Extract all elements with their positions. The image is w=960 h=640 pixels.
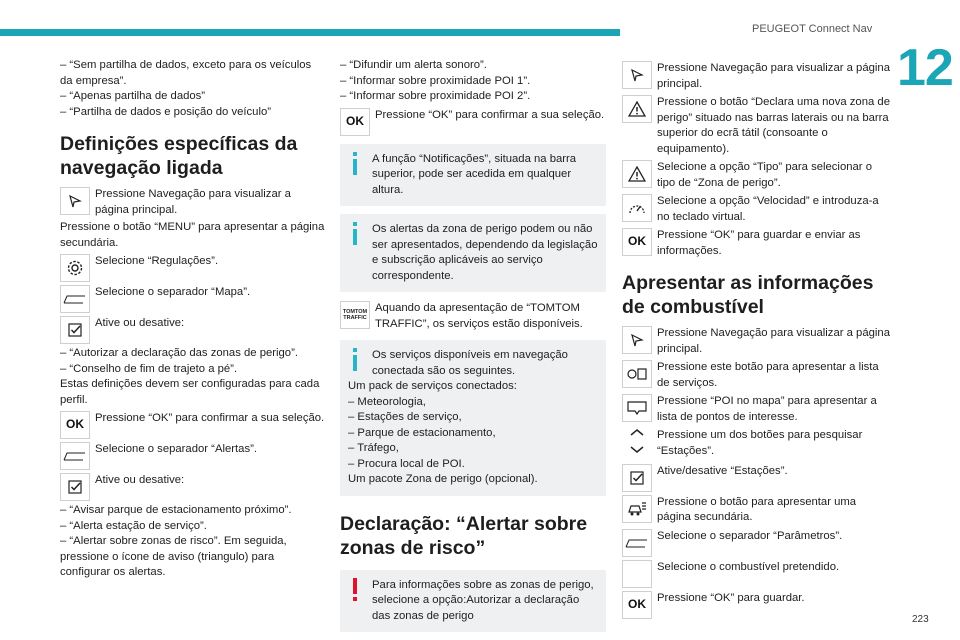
list-item: – “Alerta estação de serviço”. [60,519,207,532]
step [60,315,325,344]
ok-label: OK [346,113,364,128]
step [622,159,890,191]
step-text: Pressione o botão para apresentar uma página secundária. [657,495,857,523]
services-icon[interactable] [622,360,652,388]
step [622,94,890,157]
checkbox-icon[interactable] [622,464,652,492]
step-text: Selecione a opção “Velocidad” e introduza-a no teclado virtual. [657,195,879,223]
section-heading: Definições específicas da navegação ligada [60,133,298,179]
poi-icon[interactable] [622,394,652,422]
step [622,60,890,92]
list-item: – “Alertar sobre zonas de risco”. Em seguida, pressione o ícone de aviso (triangulo) para configurar os alertas. [60,535,287,578]
paragraph: Estas definições devem ser configuradas para cada perfil. [60,378,320,406]
navigation-icon[interactable] [60,187,90,215]
step [622,559,890,588]
ok-label: OK [628,596,646,611]
warning-icon[interactable] [622,95,652,123]
step-text: Pressione Navegação para visualizar a página principal. [95,188,291,216]
note-line: – Meteorologia, [348,395,426,408]
tomtom-label: TOMTOM TRAFFIC [342,309,368,321]
section-heading: Declaração: “Alertar sobre zonas de risco” [340,512,588,559]
tomtom-traffic-icon [340,301,370,329]
list-item: – “Partilha de dados e posição do veículo” [60,105,272,118]
step-text: Pressione o botão “Declara uma nova zona de perigo” situado nas barras laterais ou na barra superior do ecrã tátil (consoante o equipamento). [657,96,890,155]
step-text: Pressione Navegação para visualizar a página principal. [657,62,890,90]
tab-icon[interactable] [622,529,652,557]
navigation-icon[interactable] [622,326,652,354]
section-heading: Apresentar as informações de combustível [622,272,874,318]
note-line: – Procura local de POI. [348,457,465,470]
navigation-icon[interactable] [622,61,652,89]
ok-label: OK [628,234,646,249]
step [622,463,890,492]
step [622,590,890,619]
step-text: Ative/desative “Estações”. [657,464,788,477]
page-number: 223 [912,614,929,625]
step-text: Selecione o separador “Parâmetros”. [657,529,843,542]
checkbox-icon[interactable] [60,473,90,501]
chapter-number: 12 [897,39,953,97]
info-icon [348,152,362,178]
blank-button-icon[interactable] [622,560,652,588]
step [622,393,890,425]
step-text: Selecione o separador “Mapa”. [95,286,251,298]
step [60,441,325,470]
step [622,325,890,357]
step [622,528,890,557]
note-line: Um pack de serviços conectados: [348,380,517,392]
column-1 [60,58,325,581]
list-item: – “Conselho de fim de trajeto a pé”. [60,362,238,375]
step-text: Pressione um dos botões para pesquisar “Estações”. [657,429,863,457]
step-text: Selecione o separador “Alertas”. [95,443,258,455]
paragraph: Pressione o botão “MENU” para apresentar a página secundária. [60,221,325,249]
warning-icon[interactable] [622,160,652,188]
step [60,186,325,218]
step-text: Pressione “OK” para confirmar a sua seleção. [375,108,605,121]
arrow-buttons [622,427,652,461]
gear-icon[interactable] [60,254,90,282]
list-item: – “Informar sobre proximidade POI 1”. [340,74,531,87]
note-text: Para informações sobre as zonas de perigo, selecione a opção:Autorizar a declaração das zonas de perigo [372,578,594,622]
tab-icon[interactable] [60,285,90,313]
step-text: Ative ou desative: [95,474,185,486]
step-text: Pressione este botão para apresentar a lista de serviços. [657,361,879,389]
step-text: Pressione Navegação para visualizar a página principal. [657,327,890,355]
step [622,494,890,526]
list-item: – “Autorizar a declaração das zonas de perigo”. [60,347,298,359]
step-text: Selecione “Regulações”. [95,255,219,267]
list-item: – “Sem partilha de dados, exceto para os veículos da empresa”. [60,59,312,87]
step-text: Pressione “OK” para guardar e enviar as informações. [657,229,861,257]
ok-label: OK [66,417,84,432]
note-line: – Estações de serviço, [348,411,462,423]
info-note [340,340,606,496]
chevron-up-icon[interactable] [622,427,652,455]
step [340,107,606,136]
warning-icon [348,578,362,604]
step [60,410,325,439]
step [340,300,606,332]
step [60,284,325,313]
checkbox-icon[interactable] [60,316,90,344]
note-line: – Parque de estacionamento, [348,426,496,439]
speedometer-icon[interactable] [622,194,652,222]
list-item: – “Apenas partilha de dados” [60,90,206,102]
info-icon [348,348,362,374]
ok-icon[interactable] [340,108,370,136]
ok-icon[interactable] [60,411,90,439]
step-text: Ative ou desative: [95,317,185,329]
tab-icon[interactable] [60,442,90,470]
step [622,227,890,259]
ok-icon[interactable] [622,591,652,619]
note-text: A função “Notificações”, situada na barra superior, pode ser acedida em qualquer altura. [372,152,577,196]
step [60,253,325,282]
step-text: Pressione “OK” para guardar. [657,591,805,604]
column-2 [340,58,606,640]
column-3 [622,58,890,621]
header-title: PEUGEOT Connect Nav [752,23,873,35]
car-menu-icon[interactable] [622,495,652,523]
list-item: – “Informar sobre proximidade POI 2”. [340,90,531,102]
step-text: Aquando da apresentação de “TOMTOM TRAFFIC”, os serviços estão disponíveis. [375,302,583,330]
info-note [340,144,606,207]
step [622,193,890,225]
step [622,427,890,461]
ok-icon[interactable] [622,228,652,256]
list-item: – “Avisar parque de estacionamento próximo”. [60,504,292,516]
note-text: Os alertas da zona de perigo podem ou não ser apresentados, dependendo da legislação e subscrição aplicáveis ao serviço correspondente. [372,223,598,282]
info-note [340,214,606,292]
info-icon [348,222,362,248]
note-line: Um pacote Zona de perigo (opcional). [348,473,538,485]
note-line: – Tráfego, [348,442,399,454]
step-text: Selecione o combustível pretendido. [657,560,840,573]
step [622,359,890,391]
step-text: Selecione a opção “Tipo” para selecionar o tipo de “Zona de perigo”. [657,161,872,189]
step [60,472,325,501]
step-text: Pressione “OK” para confirmar a sua seleção. [95,412,325,424]
list-item: – “Difundir um alerta sonoro”. [340,59,487,71]
step-text: Pressione “POI no mapa” para apresentar a lista de pontos de interesse. [657,395,877,423]
note-text: Os serviços disponíveis em navegação conectada são os seguintes. [372,349,568,377]
top-accent-bar [0,29,620,36]
warning-note [340,570,606,633]
